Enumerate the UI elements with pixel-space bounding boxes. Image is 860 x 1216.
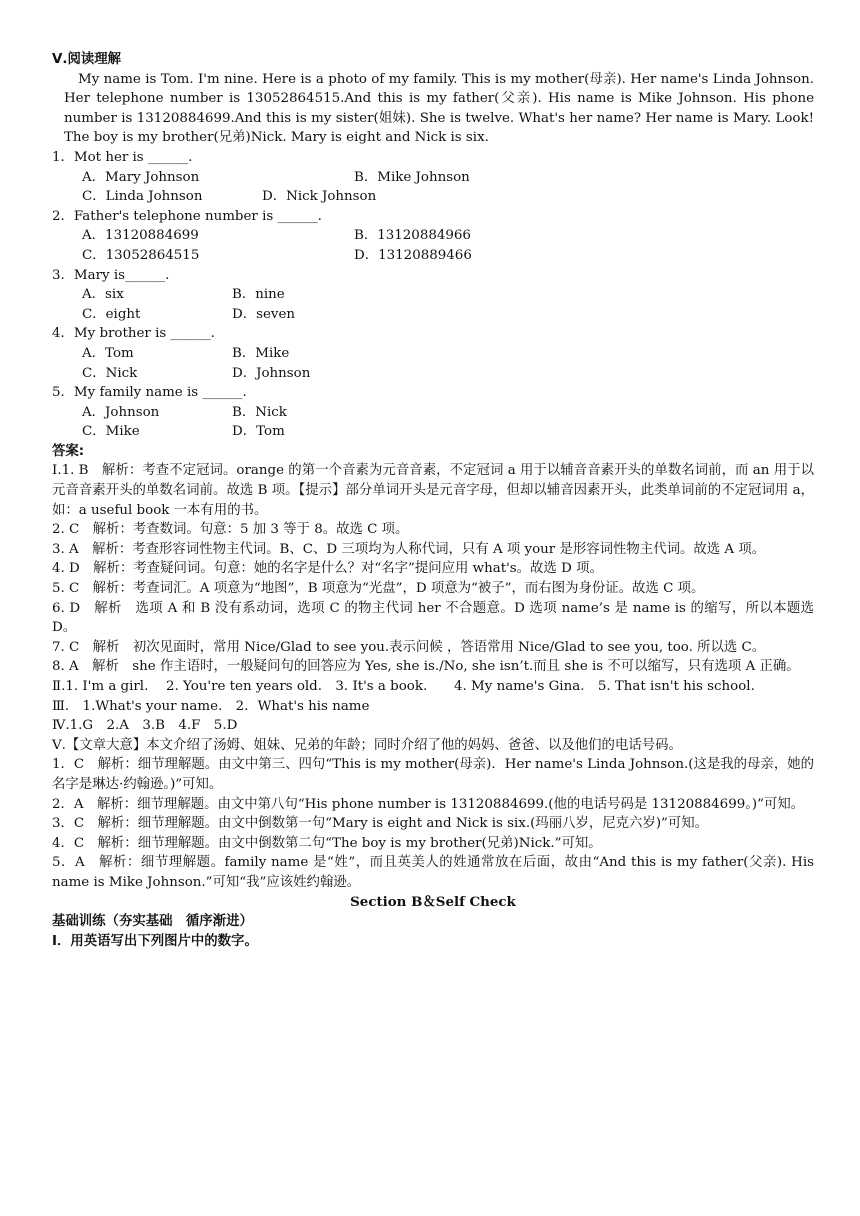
section-title: Ⅴ.阅读理解 [52,52,122,67]
option-b: B．Nick [232,404,287,420]
question-stem: 5．My family name is ______. [52,385,247,401]
answers-title: 答案: [52,443,85,459]
answer-line: 8. A 解析 she 作主语时，一般疑问句的回答应为 Yes, she is./No, she isn’t.而且 she is 不可以缩写，只有选项 A 正确。 [52,659,800,675]
option-d: D．seven [232,306,296,322]
option-b: B．13120884966 [354,228,471,244]
answer-line: Ⅰ.1. B 解析：考查不定冠词。orange 的第一个音素为元音音素，不定冠词 a 用于以辅音音素开头的单数名词前，而 an 用于以元音音素开头的单数名词前。故选 B 项。【提示】部分单词开头是元音字母，但却以辅音因素开头，此类单词前的不定冠词用 a，如：a useful book 一本有用的书。 [52,463,814,518]
option-a: A．six [82,287,124,303]
answer-line: Ⅳ.1.G 2.A 3.B 4.F 5.D [52,718,238,734]
option-b: B．nine [232,287,285,303]
option-d: D．Nick Johnson [262,189,377,205]
option-c: C．13052864515 [82,247,200,263]
answer-line: Ⅲ. 1.What's your name. 2．What's his name [52,698,370,714]
answer-line: 1．C 解析：细节理解题。由文中第三、四句“This is my mother(母亲)．Her name's Linda Johnson.(这是我的母亲，她的名字是琳达·约翰逊。)”可知。 [52,757,814,792]
answer-line: 3．C 解析：细节理解题。由文中倒数第一句“Mary is eight and Nick is six.(玛丽八岁，尼克六岁)”可知。 [52,816,709,832]
answer-line: 3. A 解析：考查形容词性物主代词。B、C、D 三项均为人称代词，只有 A 项 your 是形容词性物主代词。故选 A 项。 [52,541,766,557]
question-1 [52,148,814,207]
option-a: A．Tom [82,345,134,361]
answer-line: 5. C 解析：考查词汇。A 项意为“地图”，B 项意为“光盘”，D 项意为“被子”，而右图为身份证。故选 C 项。 [52,581,705,597]
task-1-heading: Ⅰ．用英语写出下列图片中的数字。 [52,933,258,949]
section-b-heading: Section B＆Self Check [350,893,516,910]
answers-block [52,461,814,892]
answer-line: 4．C 解析：细节理解题。由文中倒数第二句“The boy is my brother(兄弟)Nick.”可知。 [52,835,602,851]
answer-line: 5．A 解析：细节理解题。family name 是“姓”，而且英美人的姓通常放在后面，故由“And this is my father(父亲). His name is Mike Johnson.”可知“我”应该姓约翰逊。 [52,855,814,890]
question-2 [52,207,814,266]
option-c: C．Nick [82,365,138,381]
question-stem: 4．My brother is ______. [52,326,215,342]
question-4 [52,324,814,383]
option-b: B．Mike Johnson [354,169,470,185]
option-c: C．Linda Johnson [82,189,203,205]
answer-line: 4. D 解析：考查疑问词。句意：她的名字是什么？对“名字”提问应用 what's。故选 D 项。 [52,561,603,577]
question-stem: 2．Father's telephone number is ______. [52,208,322,224]
answer-line: 2. C 解析：考查数词。句意：5 加 3 等于 8。故选 C 项。 [52,522,409,538]
answer-line: Ⅴ.【文章大意】本文介绍了汤姆、姐妹、兄弟的年龄；同时介绍了他的妈妈、爸爸、以及他们的电话号码。 [52,737,682,753]
option-a: A．Mary Johnson [82,169,200,185]
question-stem: 1．Mot her is ______. [52,149,193,165]
option-d: D．Tom [232,424,285,440]
answer-line: 2．A 解析：细节理解题。由文中第八句“His phone number is 13120884699.(他的电话号码是 13120884699。)”可知。 [52,796,805,812]
reading-passage: My name is Tom. I'm nine. Here is a photo of my family. This is my mother(母亲). Her name's Linda Johnson. Her telephone number is 13052864515.And this is my father(父亲). His name is Mike Johnson. His phone number is 13120884699.And this is my sister(姐妹). She is twelve. What's her name? Her name is Mary. Look! The boy is my brother(兄弟)Nick. Mary is eight and Nick is six. [64,71,814,146]
training-label: 基础训练（夯实基础 循序渐进） [52,913,253,930]
document-page [52,50,814,951]
option-a: A．13120884699 [82,228,199,244]
option-c: C．Mike [82,424,140,440]
option-d: D．13120889466 [354,247,472,263]
option-d: D．Johnson [232,365,311,381]
option-b: B．Mike [232,345,290,361]
question-3 [52,266,814,325]
question-stem: 3．Mary is______. [52,267,170,283]
training-heading [52,912,814,932]
option-a: A．Johnson [82,404,160,420]
answer-line: Ⅱ.1. I'm a girl. 2. You're ten years old. 3. It's a book. 4. My name's Gina. 5. That isn't his school. [52,679,755,694]
answer-line: 6. D 解析 选项 A 和 B 没有系动词，选项 C 的物主代词 her 不合题意。D 选项 name’s 是 name is 的缩写，所以本题选 D。 [52,600,814,636]
answer-line: 7. C 解析 初次见面时，常用 Nice/Glad to see you.表示问候 ，答语常用 Nice/Glad to see you, too. 所以选 C。 [52,639,766,655]
option-c: C．eight [82,306,141,322]
question-5 [52,383,814,442]
